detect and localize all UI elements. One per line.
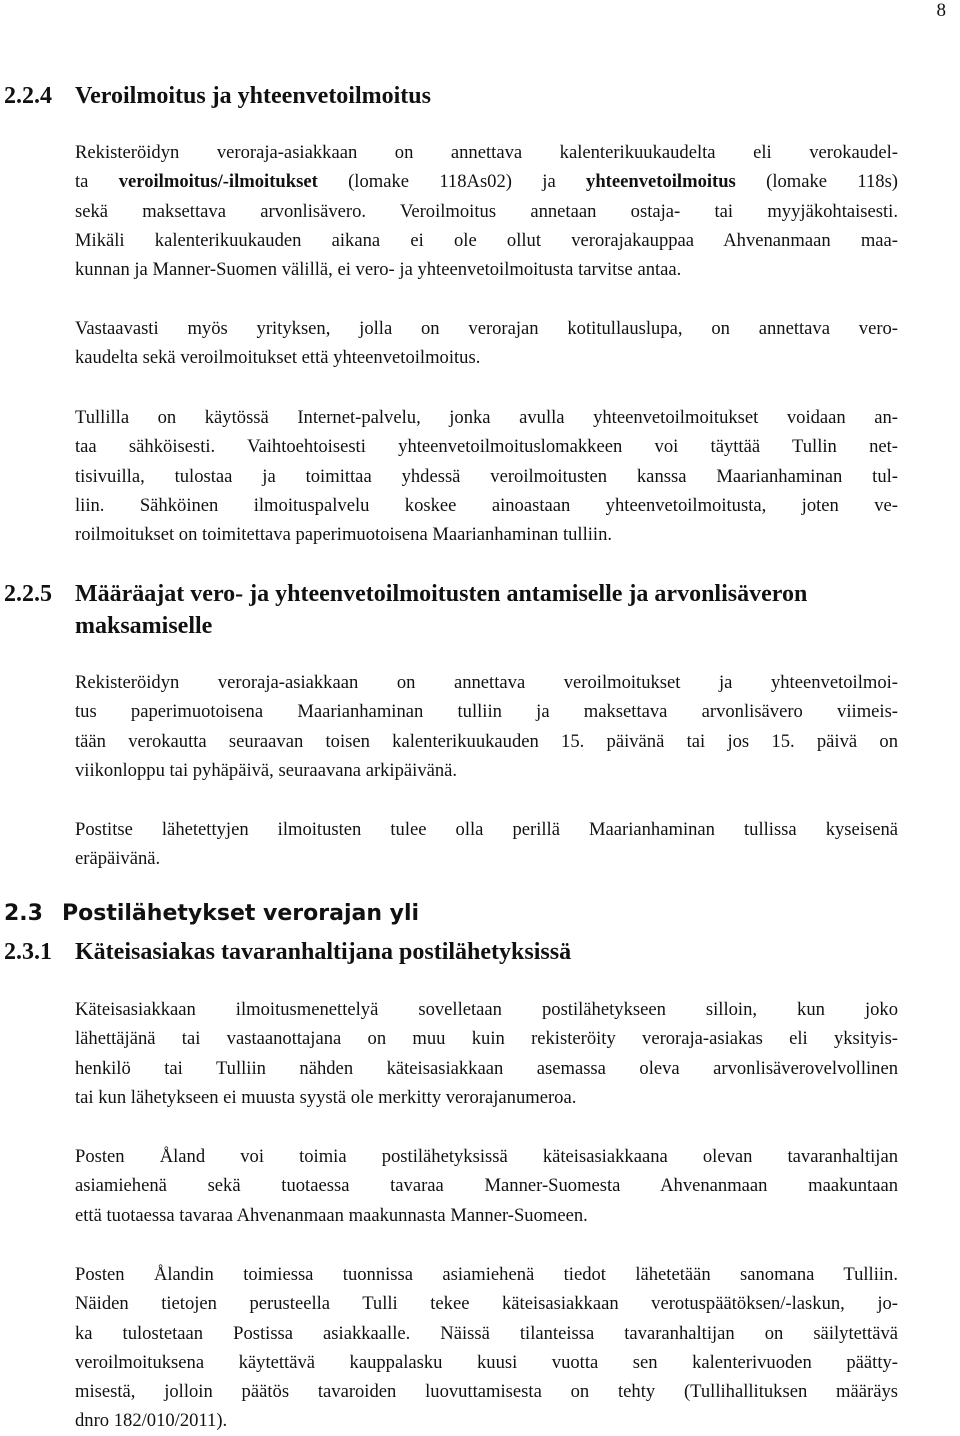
heading-title: Veroilmoitus ja yhteenvetoilmoitus	[75, 83, 431, 109]
text-line: Posten Ålandin toimiessa tuonnissa asiamiehenä tiedot lähetetään sanomana Tulliin.	[75, 1264, 898, 1285]
text-line: että tuotaessa tavaraa Ahvenanmaan maakunnasta Manner-Suomeen.	[75, 1204, 588, 1226]
text-line: Postitse lähetettyjen ilmoitusten tulee olla perillä Maarianhaminan tullissa kyseisenä	[75, 819, 898, 840]
text-line: Rekisteröidyn veroraja-asiakkaan on annettava veroilmoitukset ja yhteenvetoilmoi-	[75, 672, 898, 693]
text-line: Mikäli kalenterikuukauden aikana ei ole ollut verorajakauppaa Ahvenanmaan maa-	[75, 229, 898, 251]
heading-title: maksamiselle	[75, 613, 213, 639]
text-line: Rekisteröidyn veroraja-asiakkaan on annettava kalenterikuukaudelta eli verokaudel-	[75, 142, 898, 163]
text-line: Käteisasiakkaan ilmoitusmenettelyä sovelletaan postilähetykseen silloin, kun joko	[75, 999, 898, 1020]
text-line: tus paperimuotoisena Maarianhaminan tulliin ja maksettava arvonlisävero viimeis-	[75, 701, 898, 723]
text-line: lähettäjänä tai vastaanottajana on muu kuin rekisteröity veroraja-asiakas eli yksityis-	[75, 1028, 898, 1050]
bold-term: yhteenvetoilmoitus	[586, 171, 736, 193]
heading-title: Käteisasiakas tavaranhaltijana postilähetyksissä	[75, 939, 572, 965]
text-run: (lomake 118As02) ja	[317, 171, 587, 193]
text-line: tisivuilla, tulostaa ja toimittaa yhdessä veroilmoitusten kanssa Maarianhaminan tul-	[75, 465, 898, 487]
paragraph-3	[75, 403, 898, 549]
text-line	[75, 167, 898, 196]
text-line: liin. Sähköinen ilmoituspalvelu koskee ainoastaan yhteenvetoilmoitusta, joten ve-	[75, 494, 898, 516]
heading-2-2-4	[4, 81, 431, 111]
text-line: Posten Åland voi toimia postilähetyksissä käteisasiakkaana olevan tavaranhaltijan	[75, 1146, 898, 1167]
heading-title: Määräajat vero- ja yhteenvetoilmoitusten antamiselle ja arvonlisäveron	[75, 581, 808, 607]
text-line: asiamiehenä sekä tuotaessa tavaraa Manner-Suomesta Ahvenanmaan maakuntaan	[75, 1175, 898, 1197]
text-line: roilmoitukset on toimitettava paperimuotoisena Maarianhaminan tulliin.	[75, 524, 613, 546]
text-line: veroilmoituksena käytettävä kauppalasku kuusi vuotta sen kalenterivuoden päätty-	[75, 1351, 898, 1373]
heading-2-2-5	[4, 579, 807, 609]
heading-2-3	[4, 899, 419, 929]
text-line: dnro 182/010/2011).	[75, 1410, 228, 1432]
text-line: sekä maksettava arvonlisävero. Veroilmoitus annetaan ostaja- tai myyjäkohtaisesti.	[75, 200, 898, 222]
text-line: taa sähköisesti. Vaihtoehtoisesti yhteenvetoilmoituslomakkeen voi täyttää Tullin net-	[75, 436, 898, 458]
paragraph-2	[75, 314, 898, 373]
paragraph-7	[75, 1142, 898, 1230]
text-line: Näiden tietojen perusteella Tulli tekee käteisasiakkaan verotuspäätöksen/-laskun, jo-	[75, 1293, 898, 1315]
text-line: misestä, jolloin päätös tavaroiden luovuttamisesta on tehty (Tullihallituksen määräys	[75, 1381, 898, 1403]
heading-2-2-5-continued	[75, 611, 212, 641]
paragraph-6	[75, 995, 898, 1112]
text-line: Vastaavasti myös yrityksen, jolla on verorajan kotitullauslupa, on annettava vero-	[75, 318, 898, 339]
paragraph-4	[75, 668, 898, 785]
paragraph-5	[75, 815, 898, 874]
text-line: viikonloppu tai pyhäpäivä, seuraavana arkipäivänä.	[75, 759, 458, 781]
text-line: eräpäivänä.	[75, 848, 161, 870]
heading-number: 2.3	[4, 901, 43, 926]
text-line: kunnan ja Manner-Suomen välillä, ei vero- ja yhteenvetoilmoitusta tarvitse antaa.	[75, 259, 682, 281]
heading-title: Postilähetykset verorajan yli	[62, 901, 420, 926]
text-line: Tullilla on käytössä Internet-palvelu, jonka avulla yhteenvetoilmoitukset voidaan an-	[75, 407, 898, 428]
heading-2-3-1	[4, 937, 571, 967]
paragraph-8	[75, 1260, 898, 1436]
text-run: (lomake 118s)	[735, 171, 898, 193]
text-line: henkilö tai Tulliin nähden käteisasiakkaan asemassa oleva arvonlisäverovelvollinen	[75, 1057, 898, 1079]
paragraph-1	[75, 138, 898, 284]
text-run: ta	[75, 171, 119, 193]
text-line: ka tulostetaan Postissa asiakkaalle. Näissä tilanteissa tavaranhaltijan on säilytettävä	[75, 1322, 898, 1344]
page-number: 8	[936, 0, 946, 21]
bold-term: veroilmoitus/-ilmoitukset	[118, 171, 318, 193]
text-line: kaudelta sekä veroilmoitukset että yhteenvetoilmoitus.	[75, 347, 481, 369]
text-line: tai kun lähetykseen ei muusta syystä ole merkitty verorajanumeroa.	[75, 1086, 577, 1108]
heading-number: 2.2.4	[4, 83, 52, 109]
heading-number: 2.3.1	[4, 939, 52, 965]
text-line: tään verokautta seuraavan toisen kalenterikuukauden 15. päivänä tai jos 15. päivä on	[75, 730, 898, 752]
heading-number: 2.2.5	[4, 581, 52, 607]
